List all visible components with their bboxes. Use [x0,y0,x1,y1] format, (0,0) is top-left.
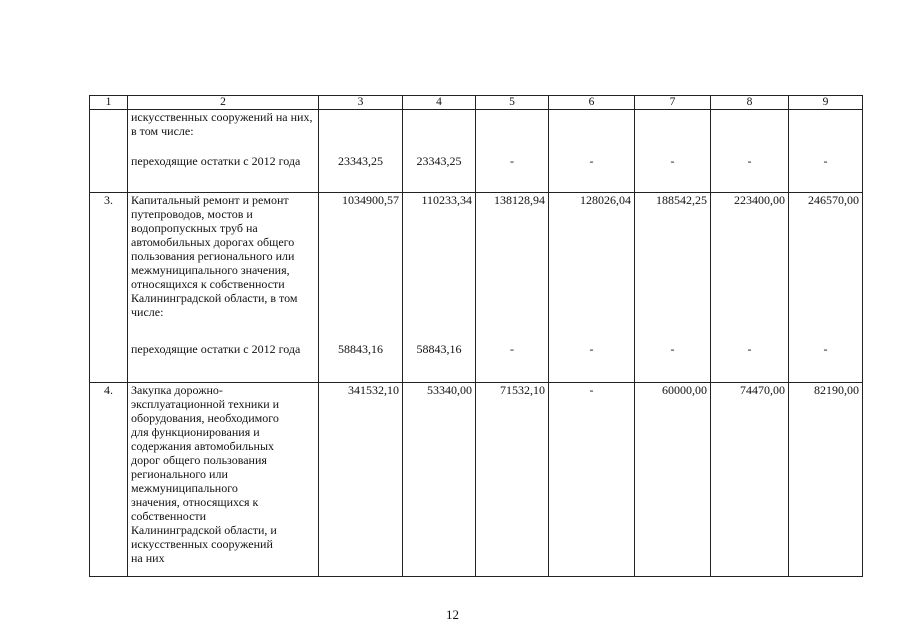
value-cell [711,110,789,193]
carryover-value: - [510,342,514,356]
page-number: 12 [446,607,459,622]
value-cell [635,110,711,193]
row-number-cell [90,110,128,193]
description-text: искусственных сооружений на них, в том числе: [131,110,313,138]
total-value: 110233,34 [421,193,472,207]
value-cell [711,193,789,383]
carryover-label: переходящие остатки с 2012 года [131,154,301,168]
carryover-value: - [589,342,594,356]
total-value: 71532,10 [476,383,549,577]
total-value: 138128,94 [494,193,545,207]
carryover-value: - [747,154,752,168]
value-cell [789,193,863,383]
header-col-8: 8 [711,96,789,110]
value-cell [403,193,476,383]
value-cell [319,193,403,383]
total-value: 53340,00 [403,383,476,577]
total-value: 223400,00 [734,193,785,207]
carryover-value: - [510,154,514,168]
total-value: 60000,00 [635,383,711,577]
carryover-label: переходящие остатки с 2012 года [131,342,301,356]
total-value: 128026,04 [580,193,631,207]
row-number: 3. [90,193,128,383]
carryover-value: - [670,154,675,168]
total-value: - [549,383,635,577]
carryover-value: 58843,16 [416,342,462,356]
carryover-value: - [823,154,828,168]
value-cell [476,193,549,383]
carryover-value: - [823,342,828,356]
header-col-9: 9 [789,96,863,110]
carryover-value: 58843,16 [338,342,383,356]
total-value: 246570,00 [808,193,859,207]
table-row-continued [90,110,863,193]
value-cell [549,193,635,383]
header-col-7: 7 [635,96,711,110]
carryover-value: - [747,342,752,356]
row-number: 4. [90,383,128,577]
table-row-4 [90,383,863,577]
header-col-2: 2 [128,96,319,110]
description-cell [128,383,319,577]
value-cell [319,110,403,193]
header-col-3: 3 [319,96,403,110]
header-row [90,96,863,110]
value-cell [789,110,863,193]
value-cell [635,193,711,383]
header-col-4: 4 [403,96,476,110]
total-value: 74470,00 [711,383,789,577]
carryover-value: - [589,154,594,168]
total-value: 1034900,57 [342,193,399,207]
total-value: 341532,10 [319,383,403,577]
budget-table [89,95,863,577]
header-col-1: 1 [90,96,128,110]
value-cell [476,110,549,193]
description-cell [128,193,319,383]
value-cell [549,110,635,193]
header-col-6: 6 [549,96,635,110]
header-col-5: 5 [476,96,549,110]
carryover-value: 23343,25 [338,154,383,168]
description-text: Капитальный ремонт и ремонт путепроводов, мостов и водопропускных труб на автомобильных дорогах общего пользования регионального или межмуниципального значения, относящихся к собственности Калининградской области, в том числе: [131,193,298,319]
carryover-value: - [670,342,675,356]
carryover-value: 23343,25 [416,154,462,168]
value-cell [403,110,476,193]
description-text: Закупка дорожно-эксплуатационной техники и оборудования, необходимого для функционирования и содержания автомобильных дорог общего пользования регионального или межмуниципального значения, относящихся к собственности Калининградской области, и искусственных сооружений на них [131,383,280,565]
description-cell [128,110,319,193]
table-row-3 [90,193,863,383]
total-value: 82190,00 [789,383,863,577]
total-value: 188542,25 [656,193,707,207]
